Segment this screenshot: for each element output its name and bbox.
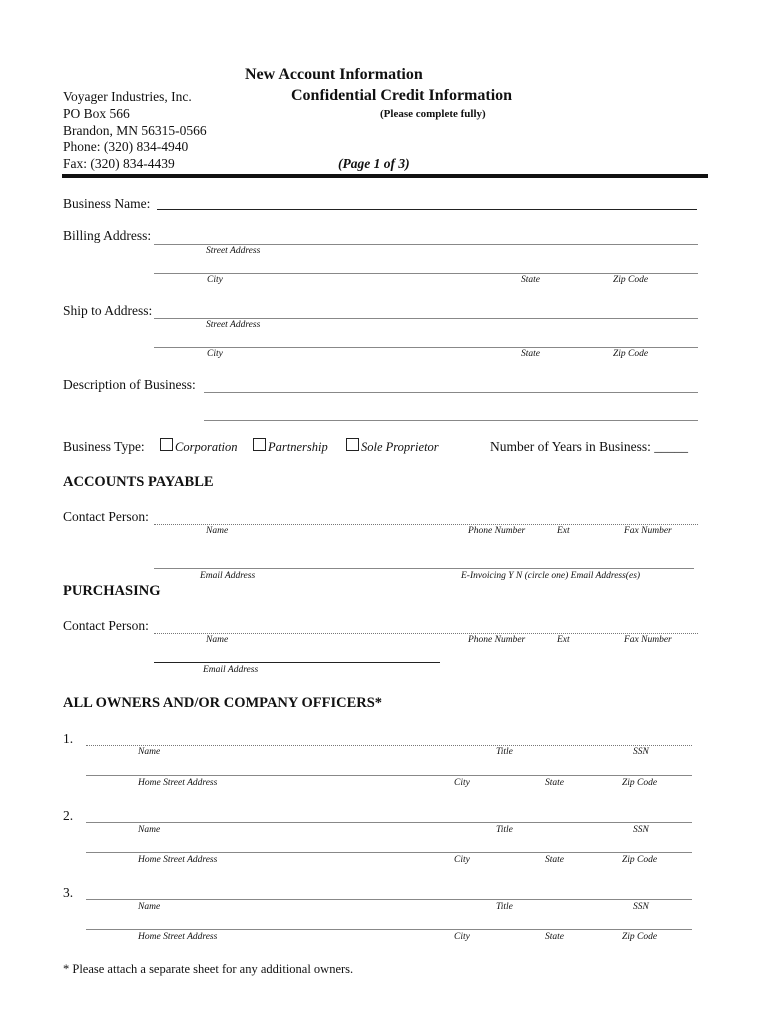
purchasing-email-field[interactable] [154,662,440,663]
form-subtitle: Confidential Credit Information [291,87,513,104]
owner-3-name-caption: Name [138,902,161,912]
billing-state-caption: State [521,275,540,285]
owner-2-name-caption: Name [138,825,161,835]
instruction-text: (Please complete fully) [380,108,486,120]
owner-2-zip-caption: Zip Code [622,855,658,865]
owner-2-number: 2. [63,808,74,823]
owner-3-zip-caption: Zip Code [622,932,658,942]
owner-2-city-caption: City [454,855,470,865]
purchasing-ext-caption: Ext [557,635,570,645]
billing-zip-caption: Zip Code [613,275,649,285]
owner-1-address-field[interactable] [86,775,692,776]
business-name-label: Business Name: [63,196,151,211]
billing-city-state-zip-field[interactable] [154,273,698,274]
purchasing-phone-caption: Phone Number [468,635,526,645]
business-type-label: Business Type: [63,439,145,454]
owner-3-ssn-caption: SSN [633,902,649,912]
ship-city-caption: City [207,349,223,359]
sole-proprietor-checkbox[interactable] [346,438,359,451]
billing-address-label: Billing Address: [63,228,152,243]
owner-1-ssn-caption: SSN [633,747,649,757]
description-field-2[interactable] [204,420,698,421]
description-label: Description of Business: [63,377,196,392]
ap-contact-label: Contact Person: [63,509,149,524]
ap-contact-field[interactable] [154,524,698,525]
header-divider [62,174,708,178]
ship-address-label: Ship to Address: [63,303,153,318]
owner-3-home-caption: Home Street Address [138,932,218,942]
owner-3-address-field[interactable] [86,929,692,930]
ap-einvoicing-caption: E-Invoicing Y N (circle one) Email Address(es) [461,571,641,581]
owner-1-zip-caption: Zip Code [622,778,658,788]
accounts-payable-heading: ACCOUNTS PAYABLE [63,474,214,490]
owner-1-state-caption: State [545,778,564,788]
company-address-1: PO Box 566 [63,106,130,121]
ap-email-caption: Email Address [200,571,256,581]
owner-3-number: 3. [63,885,74,900]
owner-2-address-field[interactable] [86,852,692,853]
owner-1-name-caption: Name [138,747,161,757]
owner-3-name-field[interactable] [86,899,692,900]
ap-name-caption: Name [206,526,229,536]
owners-footnote: * Please attach a separate sheet for any additional owners. [63,962,354,976]
company-name: Voyager Industries, Inc. [63,89,192,104]
sole-proprietor-label: Sole Proprietor [361,440,439,454]
owner-2-ssn-caption: SSN [633,825,649,835]
owner-2-home-caption: Home Street Address [138,855,218,865]
years-in-business-label: Number of Years in Business: _____ [490,439,688,454]
ship-street-field[interactable] [154,318,698,319]
owner-2-name-field[interactable] [86,822,692,823]
owner-1-title-caption: Title [496,747,513,757]
owner-2-state-caption: State [545,855,564,865]
billing-street-field[interactable] [154,244,698,245]
owners-heading: ALL OWNERS AND/OR COMPANY OFFICERS* [63,695,383,711]
form-title: New Account Information [245,66,423,83]
owner-1-city-caption: City [454,778,470,788]
company-fax: Fax: (320) 834-4439 [63,156,175,171]
ap-ext-caption: Ext [557,526,570,536]
owner-3-title-caption: Title [496,902,513,912]
company-phone: Phone: (320) 834-4940 [63,139,189,154]
corporation-checkbox[interactable] [160,438,173,451]
ship-zip-caption: Zip Code [613,349,649,359]
business-name-field[interactable] [157,209,697,210]
owner-1-number: 1. [63,731,74,746]
ship-state-caption: State [521,349,540,359]
partnership-checkbox[interactable] [253,438,266,451]
ap-email-field[interactable] [154,568,694,569]
company-address-2: Brandon, MN 56315-0566 [63,123,207,138]
ap-fax-caption: Fax Number [624,526,672,536]
purchasing-heading: PURCHASING [63,583,161,599]
ap-phone-caption: Phone Number [468,526,526,536]
description-field-1[interactable] [204,392,698,393]
owner-1-home-caption: Home Street Address [138,778,218,788]
purchasing-fax-caption: Fax Number [624,635,672,645]
corporation-label: Corporation [175,440,238,454]
ship-street-caption: Street Address [206,320,261,330]
billing-city-caption: City [207,275,223,285]
purchasing-name-caption: Name [206,635,229,645]
purchasing-contact-field[interactable] [154,633,698,634]
owner-2-title-caption: Title [496,825,513,835]
owner-3-city-caption: City [454,932,470,942]
partnership-label: Partnership [268,440,328,454]
page-indicator: (Page 1 of 3) [338,156,410,171]
purchasing-contact-label: Contact Person: [63,618,149,633]
billing-street-caption: Street Address [206,246,261,256]
ship-city-state-zip-field[interactable] [154,347,698,348]
owner-3-state-caption: State [545,932,564,942]
purchasing-email-caption: Email Address [203,665,259,675]
owner-1-name-field[interactable] [86,745,692,746]
